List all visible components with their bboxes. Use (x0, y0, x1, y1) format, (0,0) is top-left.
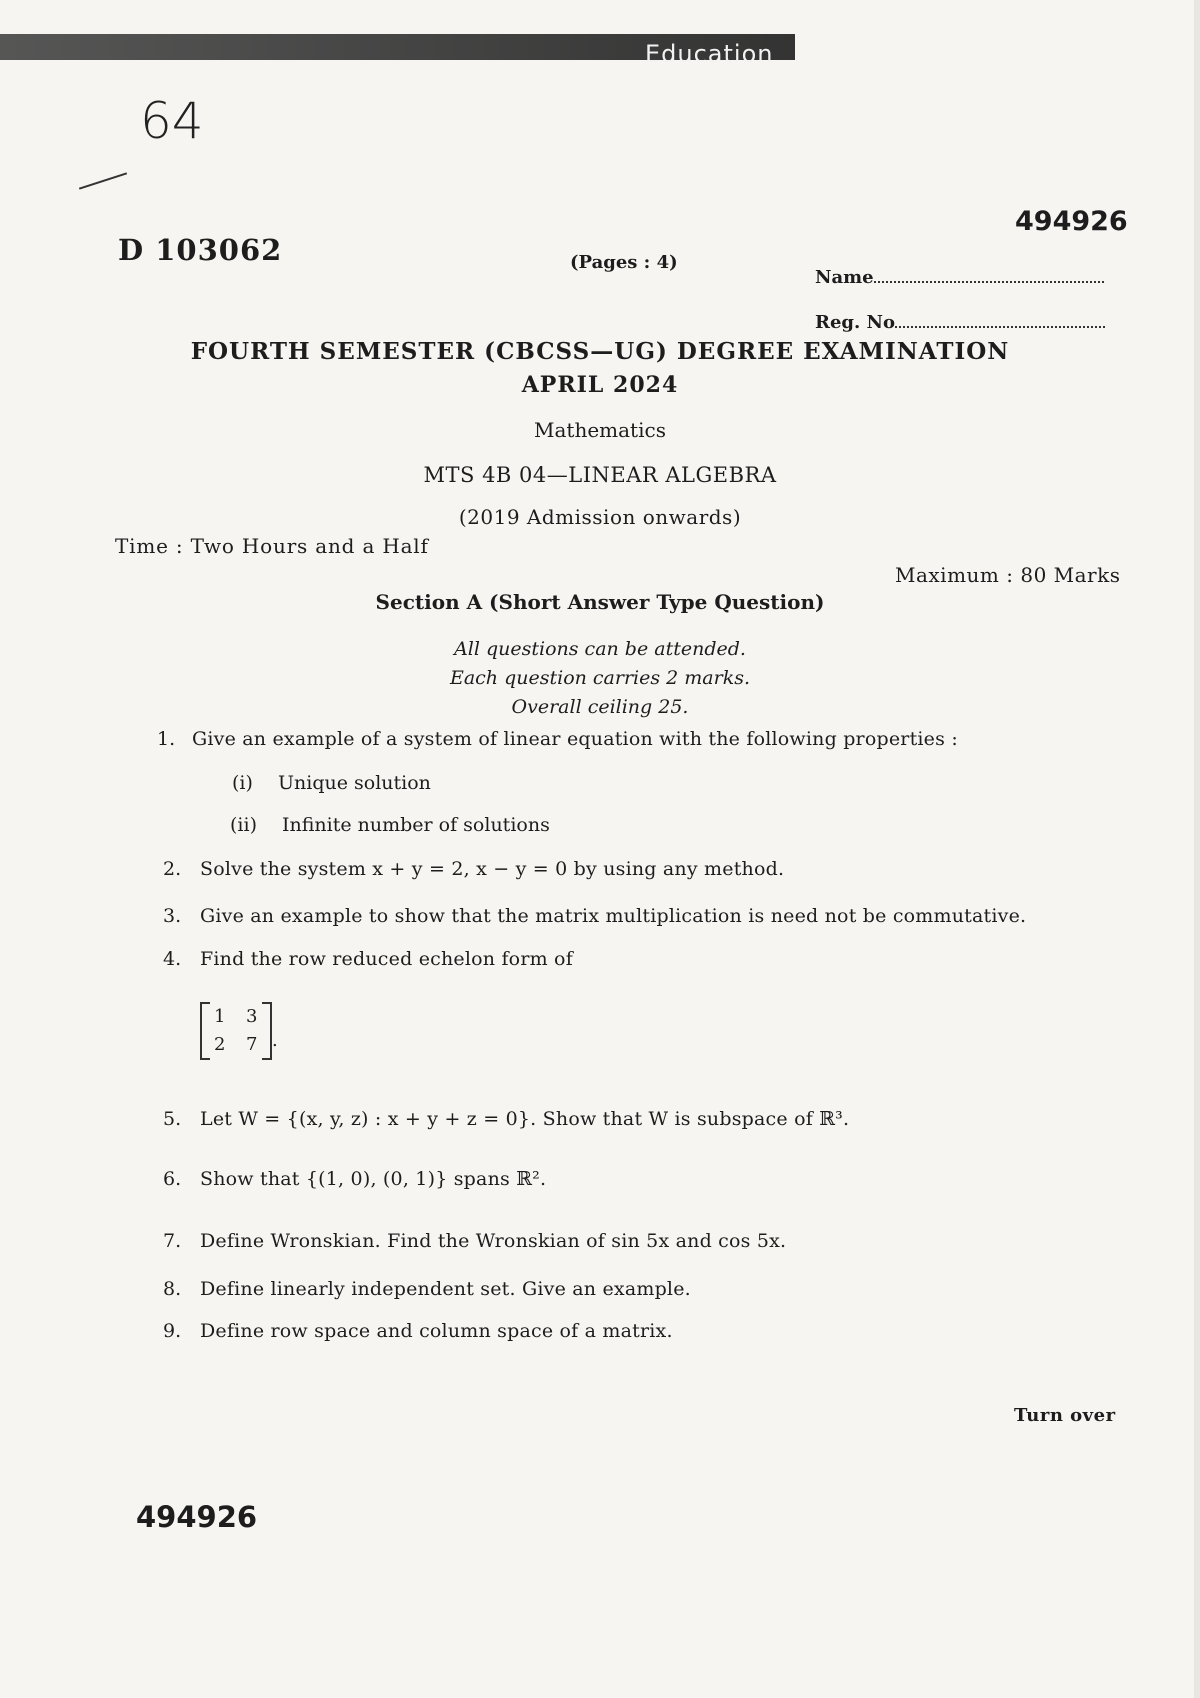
exam-paper: MTS 4B 04—LINEAR ALGEBRA (423, 463, 777, 487)
page-edge (1194, 0, 1200, 1698)
barcode-number-top: 494926 (1015, 206, 1128, 237)
subquestion-number: (i) (232, 772, 253, 794)
barcode-number-bottom: 494926 (136, 1500, 258, 1534)
pen-mark (79, 172, 127, 189)
question-text: Solve the system x + y = 2, x − y = 0 by using any method. (200, 858, 785, 880)
section-title: Section A (Short Answer Type Question) (375, 590, 825, 614)
exam-subject: Mathematics (534, 418, 666, 442)
exam-date: APRIL 2024 (521, 372, 679, 398)
instruction-line: Each question carries 2 marks. (449, 667, 751, 689)
matrix-cell: 2 (214, 1034, 226, 1055)
question-number: 4. (163, 948, 182, 970)
question-text: Let W = {(x, y, z) : x + y + z = 0}. Show that W is subspace of ℝ³. (200, 1108, 850, 1130)
name-field (815, 265, 1104, 288)
paper-code: D 103062 (118, 233, 283, 267)
question-text: Show that {(1, 0), (0, 1)} spans ℝ². (200, 1168, 547, 1190)
question-number: 1. (157, 728, 176, 750)
matrix-period: . (272, 1030, 278, 1051)
matrix-cell: 7 (246, 1034, 258, 1055)
subquestion-text: Infinite number of solutions (282, 814, 550, 836)
question-number: 7. (163, 1230, 182, 1252)
regno-field (815, 310, 1105, 333)
exam-admission: (2019 Admission onwards) (458, 505, 742, 529)
matrix-2x2 (200, 1002, 272, 1060)
question-number: 6. (163, 1168, 182, 1190)
regno-dotted-line (895, 310, 1105, 328)
regno-label: Reg. No (815, 312, 895, 333)
turn-over-note: Turn over (1014, 1405, 1116, 1426)
instruction-line: Overall ceiling 25. (511, 696, 689, 718)
question-text: Give an example of a system of linear equation with the following properties : (192, 728, 958, 750)
exam-maximum-marks: Maximum : 80 Marks (895, 563, 1121, 587)
question-number: 9. (163, 1320, 182, 1342)
exam-time: Time : Two Hours and a Half (115, 534, 429, 558)
pages-count: (Pages : 4) (570, 252, 678, 273)
question-number: 2. (163, 858, 182, 880)
instruction-line: All questions can be attended. (454, 638, 746, 660)
question-number: 8. (163, 1278, 182, 1300)
exam-title: FOURTH SEMESTER (CBCSS—UG) DEGREE EXAMINATION (190, 338, 1010, 365)
question-text: Define linearly independent set. Give an example. (200, 1278, 691, 1300)
question-text: Define row space and column space of a matrix. (200, 1320, 673, 1342)
question-text: Find the row reduced echelon form of (200, 948, 573, 970)
name-dotted-line (874, 265, 1104, 283)
subquestion-text: Unique solution (278, 772, 431, 794)
subquestion-number: (ii) (230, 814, 257, 836)
top-banner-text: Education (645, 40, 774, 68)
question-number: 5. (163, 1108, 182, 1130)
question-text: Give an example to show that the matrix multiplication is need not be commutative. (200, 905, 1027, 927)
matrix-cell: 1 (214, 1006, 226, 1027)
name-label: Name (815, 267, 874, 288)
matrix-cell: 3 (246, 1006, 258, 1027)
question-number: 3. (163, 905, 182, 927)
handwritten-note: 64 (140, 92, 204, 150)
question-text: Define Wronskian. Find the Wronskian of sin 5x and cos 5x. (200, 1230, 787, 1252)
